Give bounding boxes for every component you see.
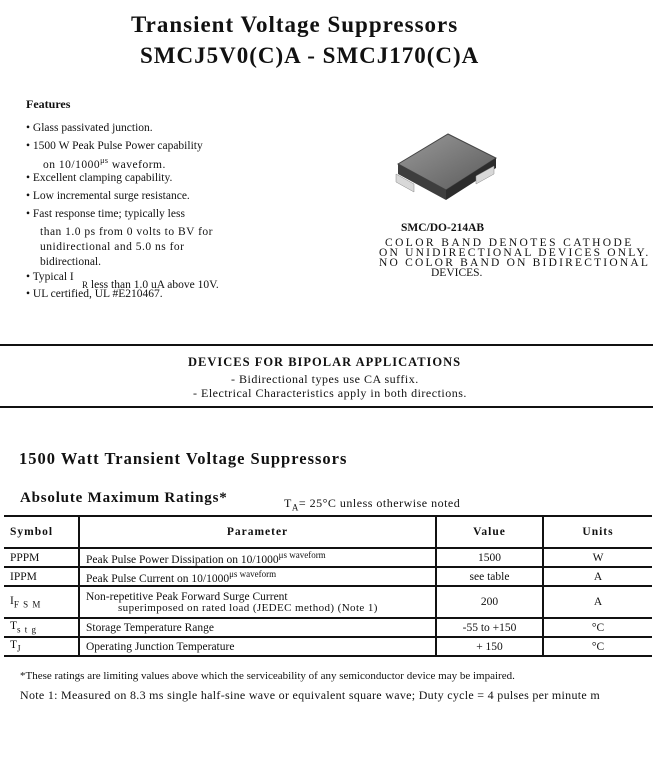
unit-cell: A bbox=[543, 567, 652, 586]
package-note: NO COLOR BAND ON BIDIRECTIONAL bbox=[379, 257, 651, 269]
package-name: SMC/DO-214AB bbox=[401, 222, 485, 234]
symbol-cell: IPPM bbox=[4, 567, 79, 586]
feature-item: unidirectional and 5.0 ns for bbox=[40, 241, 185, 253]
column-header-symbol: Symbol bbox=[4, 516, 79, 548]
parameter-cell: Storage Temperature Range bbox=[79, 618, 436, 637]
feature-item: on $10/1000^{\mu s}$ waveform. bbox=[43, 156, 166, 171]
divider bbox=[0, 406, 653, 408]
value-cell: + 150 bbox=[436, 637, 543, 656]
symbol-cell: $T_{s t g}$ bbox=[4, 618, 79, 637]
ratings-table bbox=[4, 515, 652, 657]
parameter-cell: Peak Pulse Current on $10/1000^{\mu s waveform}$ bbox=[79, 567, 436, 586]
divider bbox=[0, 344, 653, 346]
symbol-cell: PPPM bbox=[4, 548, 79, 567]
feature-item: • Typical I bbox=[26, 271, 74, 283]
column-header-units: Units bbox=[543, 516, 652, 548]
value-cell: 1500 bbox=[436, 548, 543, 567]
footnote-note1: Note 1: Measured on 8.3 ms single half-sine wave or equivalent square wave; Duty cycle = 4 pulses per minute m bbox=[20, 688, 600, 702]
package-note: DEVICES. bbox=[431, 267, 483, 279]
bipolar-heading: DEVICES FOR BIPOLAR APPLICATIONS bbox=[188, 355, 462, 369]
feature-item: • Fast response time; typically less bbox=[26, 208, 185, 220]
feature-item: R less than 1.0 uA above 10V. bbox=[82, 279, 219, 291]
symbol-cell: $T_J$ bbox=[4, 637, 79, 656]
unit-cell: °C bbox=[543, 618, 652, 637]
feature-item: • 1500 W Peak Pulse Power capability bbox=[26, 140, 203, 152]
column-header-parameter: Parameter bbox=[79, 516, 436, 548]
unit-cell: A bbox=[543, 586, 652, 618]
ratings-condition: $T_A= 25^\circ C$ unless otherwise noted bbox=[284, 496, 461, 513]
value-cell: 200 bbox=[436, 586, 543, 618]
bipolar-line: - Electrical Characteristics apply in both directions. bbox=[193, 386, 467, 400]
package-note: COLOR BAND DENOTES CATHODE bbox=[385, 237, 634, 249]
bipolar-line: - Bidirectional types use CA suffix. bbox=[231, 372, 419, 386]
package-note: ON UNIDIRECTIONAL DEVICES ONLY. bbox=[379, 247, 651, 259]
title-line-2: SMCJ5V0(C)A - SMCJ170(C)A bbox=[140, 43, 480, 68]
feature-item: • Excellent clamping capability. bbox=[26, 172, 173, 184]
parameter-cell: Peak Pulse Power Dissipation on $10/1000^{\mu s waveform}$ bbox=[79, 548, 436, 567]
value-cell: see table bbox=[436, 567, 543, 586]
unit-cell: W bbox=[543, 548, 652, 567]
parameter-cell: Operating Junction Temperature bbox=[79, 637, 436, 656]
smc-package-icon bbox=[392, 128, 502, 208]
section-title: 1500 Watt Transient Voltage Suppressors bbox=[19, 449, 348, 468]
title-line-1: Transient Voltage Suppressors bbox=[131, 12, 459, 37]
symbol-cell: $I_{F S M}$ bbox=[4, 586, 79, 618]
table-row bbox=[4, 637, 652, 656]
feature-item: bidirectional. bbox=[40, 256, 101, 268]
feature-item: • Low incremental surge resistance. bbox=[26, 190, 190, 202]
table-row bbox=[4, 586, 652, 618]
column-header-value: Value bbox=[436, 516, 543, 548]
feature-item: than 1.0 ps from 0 volts to BV for bbox=[40, 226, 213, 238]
table-row bbox=[4, 548, 652, 567]
parameter-cell: Non-repetitive Peak Forward Surge Current superimposed on rated load (JEDEC method) (Note 1) bbox=[79, 586, 436, 618]
value-cell: -55 to +150 bbox=[436, 618, 543, 637]
unit-cell: °C bbox=[543, 637, 652, 656]
footnote-star: *These ratings are limiting values above which the serviceability of any semiconductor device may be impaired. bbox=[20, 670, 515, 682]
table-row bbox=[4, 618, 652, 637]
feature-item: • UL certified, UL #E210467. bbox=[26, 288, 163, 300]
table-row bbox=[4, 567, 652, 586]
table-header-row bbox=[4, 516, 652, 548]
features-heading: Features bbox=[26, 97, 71, 111]
ratings-heading: Absolute Maximum Ratings* bbox=[20, 490, 228, 506]
feature-item: • Glass passivated junction. bbox=[26, 122, 153, 134]
